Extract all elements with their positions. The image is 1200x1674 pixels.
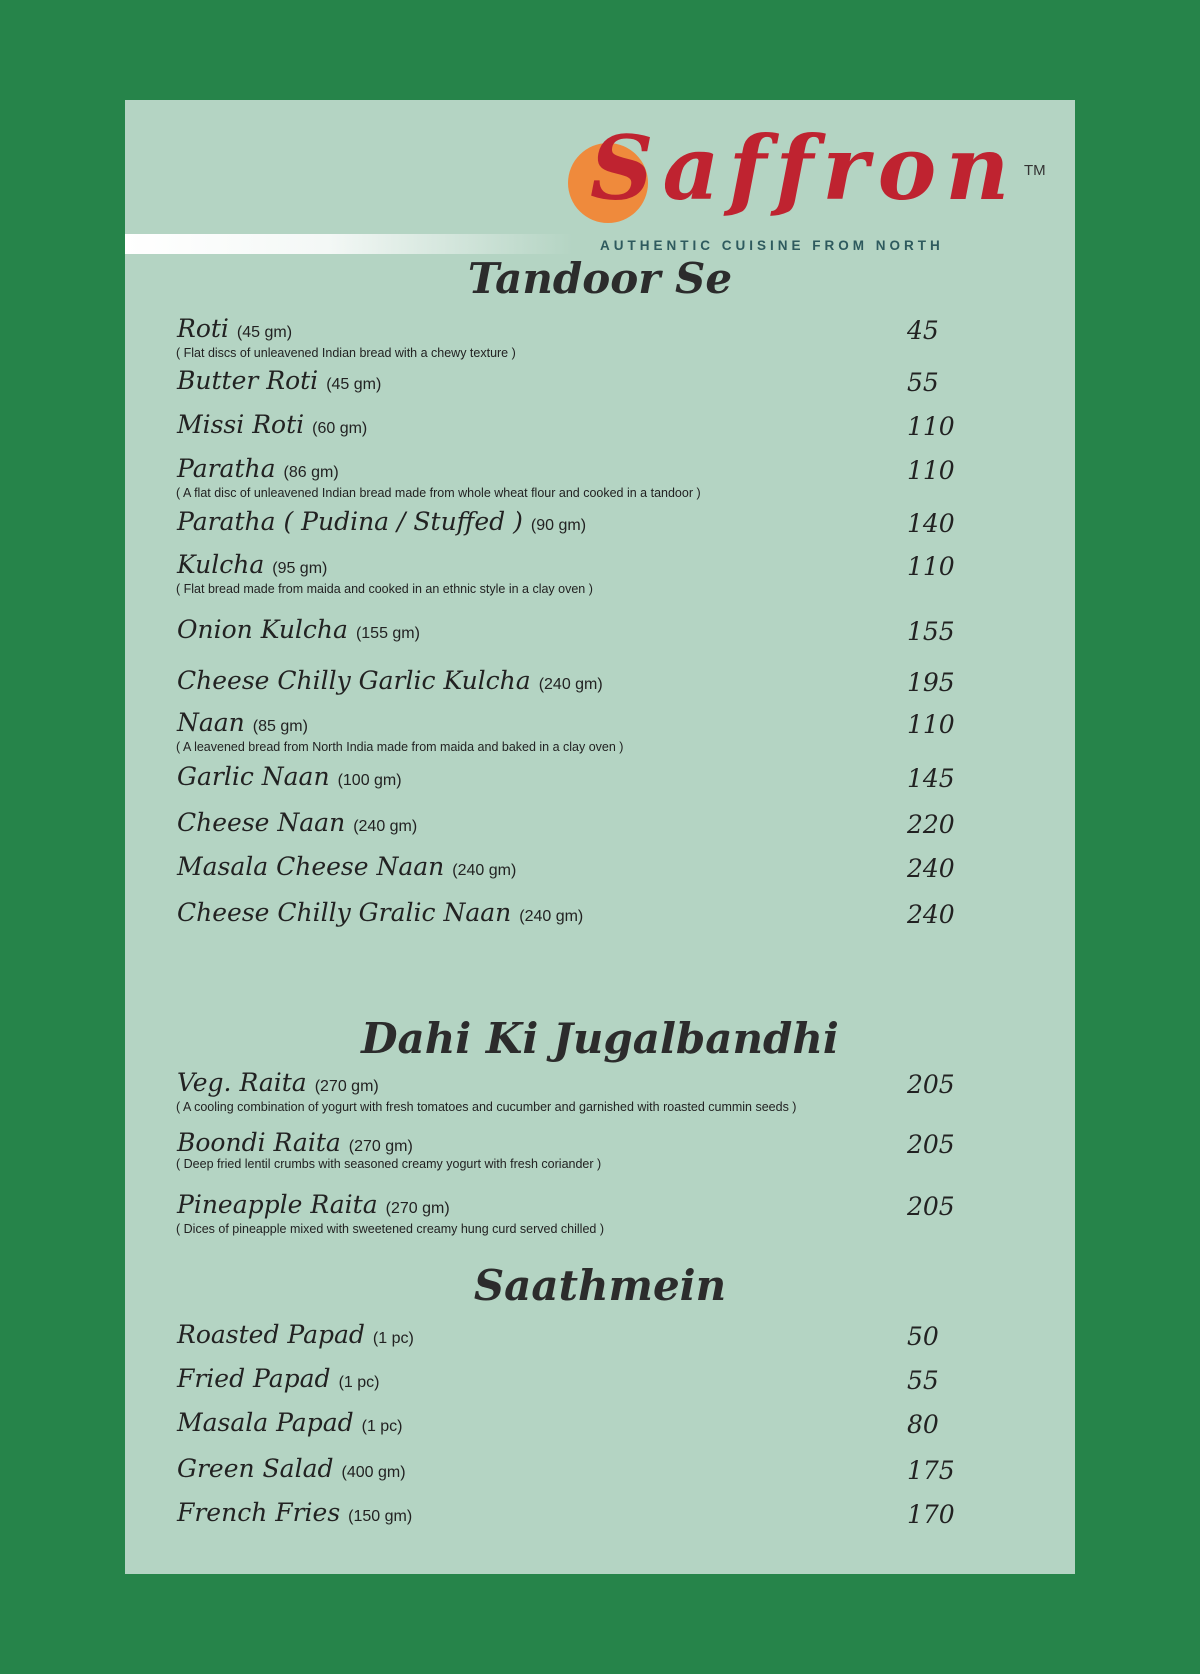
item-quantity: (240 gm) <box>452 862 517 879</box>
menu-item <box>176 1190 1017 1236</box>
item-price: 55 <box>907 1366 939 1395</box>
menu-item <box>176 708 1017 754</box>
item-description: ( A cooling combination of yogurt with fresh tomatoes and cucumber and garnished with roasted cummin seeds ) <box>176 1100 797 1114</box>
menu-item <box>177 412 1017 452</box>
item-name: Boondi Raita <box>177 1128 341 1157</box>
header-band <box>125 234 573 254</box>
item-price: 240 <box>907 854 955 883</box>
item-description: ( Flat bread made from maida and cooked in an ethnic style in a clay oven ) <box>176 582 593 596</box>
item-quantity: (270 gm) <box>348 1138 413 1155</box>
item-price: 145 <box>907 764 955 793</box>
item-name: Masala Cheese Naan <box>177 852 445 881</box>
item-name: Cheese Naan <box>177 808 346 837</box>
item-name: Missi Roti <box>177 410 305 439</box>
item-price: 50 <box>907 1322 939 1351</box>
item-quantity: (400 gm) <box>341 1464 406 1481</box>
item-description: ( A leavened bread from North India made from maida and baked in a clay oven ) <box>176 740 624 754</box>
item-description: ( A flat disc of unleavened Indian bread made from whole wheat flour and cooked in a tandoor ) <box>176 486 701 500</box>
item-name: Butter Roti <box>177 366 319 395</box>
item-description: ( Deep fried lentil crumbs with seasoned creamy yogurt with fresh coriander ) <box>176 1157 602 1171</box>
menu-item <box>177 1410 1017 1450</box>
item-price: 140 <box>907 509 955 538</box>
item-quantity: (95 gm) <box>272 560 328 577</box>
item-name: Roasted Papad <box>177 1320 365 1349</box>
item-price: 55 <box>907 368 939 397</box>
item-quantity: (240 gm) <box>519 908 584 925</box>
menu-item <box>177 854 1017 894</box>
brand-tagline: AUTHENTIC CUISINE FROM NORTH <box>600 238 944 253</box>
item-quantity: (100 gm) <box>337 772 402 789</box>
item-price: 220 <box>907 810 955 839</box>
item-quantity: (90 gm) <box>530 517 587 534</box>
item-name: Paratha <box>177 454 276 483</box>
item-price: 80 <box>907 1410 939 1439</box>
item-price: 175 <box>907 1456 955 1485</box>
section-title-dahi: Dahi Ki Jugalbandhi <box>361 1014 839 1063</box>
item-quantity: (240 gm) <box>353 818 418 835</box>
item-price: 110 <box>907 412 955 441</box>
section-title-saathmein: Saathmein <box>473 1261 727 1310</box>
item-price: 195 <box>907 668 955 697</box>
item-quantity: (60 gm) <box>312 420 368 437</box>
item-quantity: (155 gm) <box>355 625 420 642</box>
item-name: Cheese Chilly Gralic Naan <box>177 898 512 927</box>
brand-logo <box>568 116 1048 260</box>
item-price: 155 <box>907 617 955 646</box>
item-name: Roti <box>177 314 229 343</box>
item-quantity: (1 pc) <box>372 1330 414 1347</box>
item-price: 45 <box>907 316 939 345</box>
menu-item <box>177 1322 1017 1362</box>
menu-item <box>177 1366 1017 1406</box>
item-name: French Fries <box>177 1498 341 1527</box>
item-quantity: (1 pc) <box>361 1418 403 1435</box>
item-quantity: (150 gm) <box>348 1508 413 1525</box>
menu-item <box>176 454 1017 500</box>
item-name: Veg. Raita <box>177 1068 307 1097</box>
menu-item <box>177 900 1017 940</box>
menu-item <box>177 668 1017 708</box>
section-title-tandoor: Tandoor Se <box>467 254 733 303</box>
item-quantity: (85 gm) <box>252 718 308 735</box>
item-quantity: (45 gm) <box>236 324 293 341</box>
item-quantity: (86 gm) <box>283 464 339 481</box>
menu-item <box>176 550 1017 596</box>
item-price: 170 <box>907 1500 955 1529</box>
menu-item <box>177 368 1017 408</box>
item-name: Green Salad <box>177 1454 334 1483</box>
item-description: ( Dices of pineapple mixed with sweetened creamy hung curd served chilled ) <box>176 1222 604 1236</box>
item-price: 240 <box>907 900 955 929</box>
item-name: Garlic Naan <box>177 762 330 791</box>
menu-item <box>177 764 1017 804</box>
item-quantity: (270 gm) <box>314 1078 379 1095</box>
menu-item <box>177 1456 1017 1496</box>
item-price: 110 <box>907 456 955 485</box>
item-quantity: (1 pc) <box>338 1374 380 1391</box>
trademark-mark: TM <box>1024 162 1046 179</box>
item-name: Cheese Chilly Garlic Kulcha <box>177 666 531 695</box>
item-name: Onion Kulcha <box>177 615 348 644</box>
menu-item <box>176 314 1017 360</box>
menu-item <box>177 1500 1017 1540</box>
menu-card <box>125 100 1075 1574</box>
item-name: Kulcha <box>177 550 265 579</box>
item-quantity: (270 gm) <box>385 1200 450 1217</box>
item-description: ( Flat discs of unleavened Indian bread with a chewy texture ) <box>176 346 516 360</box>
item-price: 205 <box>907 1192 955 1221</box>
item-quantity: (45 gm) <box>326 376 382 393</box>
item-name: Paratha ( Pudina / Stuffed ) <box>177 507 523 536</box>
item-price: 205 <box>907 1070 955 1099</box>
item-price: 110 <box>907 552 955 581</box>
item-price: 110 <box>907 710 955 739</box>
item-quantity: (240 gm) <box>538 676 603 693</box>
item-name: Pineapple Raita <box>177 1190 378 1219</box>
item-name: Fried Papad <box>177 1364 331 1393</box>
menu-item <box>177 810 1017 850</box>
menu-item <box>177 509 1017 549</box>
item-name: Naan <box>177 708 245 737</box>
item-price: 205 <box>907 1130 955 1159</box>
menu-item <box>176 1068 1017 1114</box>
menu-item <box>177 617 1017 657</box>
item-name: Masala Papad <box>177 1408 354 1437</box>
menu-item <box>177 1130 1017 1170</box>
brand-name: Saffron <box>590 116 1019 220</box>
